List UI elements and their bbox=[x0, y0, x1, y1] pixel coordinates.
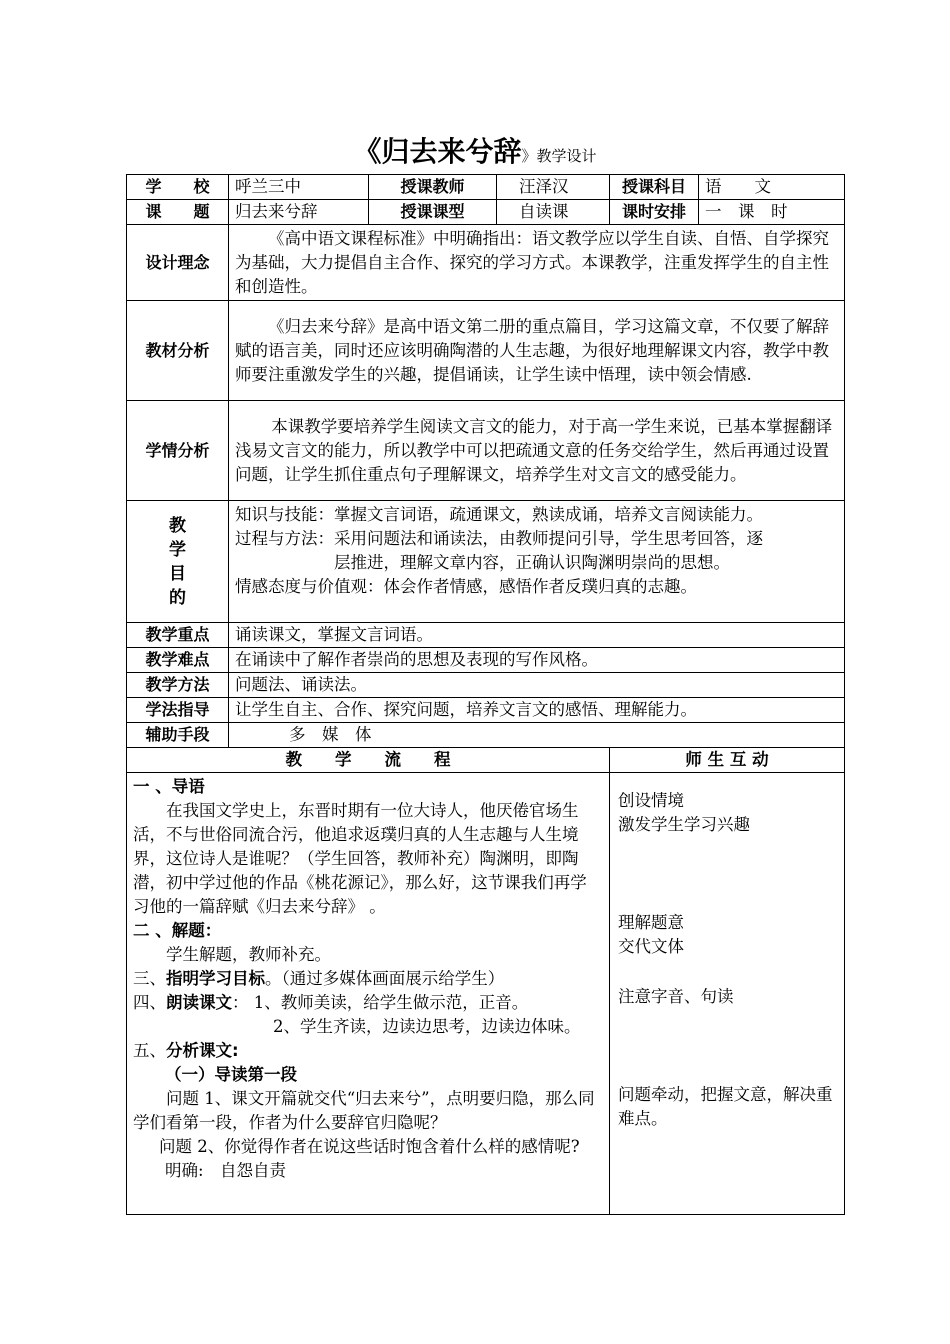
section-reading-prefix: 四、 bbox=[133, 993, 166, 1012]
difficulty-row bbox=[127, 648, 845, 673]
section-goals bbox=[133, 967, 603, 991]
method-row bbox=[127, 673, 845, 698]
note-stimulate-interest: 激发学生学习兴趣 bbox=[618, 815, 750, 834]
material-label: 教材分析 bbox=[127, 301, 229, 401]
section-topic-title: 二 、解题： bbox=[133, 921, 222, 940]
objective-knowledge: 知识与技能：掌握文言词语，疏通课文，熟读成诵，培养文言阅读能力。 bbox=[235, 505, 763, 524]
method-text: 问题法、诵读法。 bbox=[229, 673, 845, 698]
note-understand-title: 理解题意 bbox=[618, 913, 684, 932]
concept-label: 设计理念 bbox=[127, 225, 229, 301]
material-text: 《归去来兮辞》是高中语文第二册的重点篇目，学习这篇文章，不仅要了解辞赋的语言美，同时还应该明确陶潜的人生志趣，为很好地理解课文内容，教学中教师要注重激发学生的兴趣，提倡诵读，让学生读中悟理，读中领会情感. bbox=[229, 301, 845, 401]
type-label: 授课课型 bbox=[369, 200, 497, 225]
material-row bbox=[127, 301, 845, 401]
section-intro-title: 一 、导语 bbox=[133, 777, 205, 796]
flow-header-row bbox=[127, 748, 845, 773]
teacher-label: 授课教师 bbox=[369, 175, 497, 200]
section-reading-text1: ： 1、教师美读，给学生做示范，正音。 bbox=[232, 993, 529, 1012]
students-label: 学情分析 bbox=[127, 401, 229, 501]
section-goals-text: 。（通过多媒体画面展示给学生） bbox=[265, 969, 505, 988]
section-reading bbox=[133, 991, 603, 1015]
note-create-scene: 创设情境 bbox=[618, 791, 684, 810]
note-pronunciation: 注意字音、句读 bbox=[618, 987, 734, 1006]
lesson-plan-table bbox=[126, 174, 845, 1215]
title-main: 《归去来兮辞 bbox=[353, 135, 522, 168]
concept-row bbox=[127, 225, 845, 301]
difficulty-text: 在诵读中了解作者崇尚的思想及表现的写作风格。 bbox=[229, 648, 845, 673]
interaction-notes bbox=[610, 773, 845, 1215]
objectives-label-char: 的 bbox=[169, 587, 186, 608]
difficulty-label: 教学难点 bbox=[127, 648, 229, 673]
flow-header-left: 教 学 流 程 bbox=[127, 748, 610, 773]
key-row bbox=[127, 623, 845, 648]
objective-process-cont: 层推进，理解文章内容，正确认识陶渊明崇尚的思想。 bbox=[334, 553, 730, 572]
section-goals-title: 指明学习目标 bbox=[166, 969, 265, 988]
section-reading-title: 朗读课文 bbox=[166, 993, 232, 1012]
teacher-value: 汪泽汉 bbox=[497, 175, 610, 200]
flow-header-right: 师 生 互 动 bbox=[610, 748, 845, 773]
aid-label: 辅助手段 bbox=[127, 723, 229, 748]
type-value: 自读课 bbox=[497, 200, 610, 225]
guide-row bbox=[127, 698, 845, 723]
section-analysis bbox=[133, 1039, 603, 1063]
guide-text: 让学生自主、合作、探究问题，培养文言文的感悟、理解能力。 bbox=[229, 698, 845, 723]
key-text: 诵读课文，掌握文言词语。 bbox=[229, 623, 845, 648]
answer: 明确: 自怨自责 bbox=[165, 1161, 287, 1180]
question-2: 问题 2、你觉得作者在说这些话时饱含着什么样的感情呢? bbox=[159, 1137, 580, 1156]
method-label: 教学方法 bbox=[127, 673, 229, 698]
section-analysis-sub: （一）导读第一段 bbox=[165, 1065, 297, 1084]
objective-process: 过程与方法：采用问题法和诵读法，由教师提问引导，学生思考回答，逐 bbox=[235, 529, 763, 548]
info-row-2 bbox=[127, 200, 845, 225]
note-question-driven: 问题牵动，把握文意，解决重难点。 bbox=[618, 1085, 833, 1128]
section-intro-text: 在我国文学史上，东晋时期有一位大诗人，他厌倦官场生活，不与世俗同流合污，他追求返璞归真的人生志趣与人生境界，这位诗人是谁呢？（学生回答，教师补充）陶渊明，即陶潜，初中学过他的作品《桃花源记》，那么好，这节课我们再学习他的一篇辞赋《归去来兮辞》 。 bbox=[133, 801, 587, 916]
objective-emotion: 情感态度与价值观：体会作者情感，感悟作者反璞归真的志趣。 bbox=[235, 577, 697, 596]
guide-label: 学法指导 bbox=[127, 698, 229, 723]
aid-row bbox=[127, 723, 845, 748]
hours-label: 课时安排 bbox=[610, 200, 699, 225]
school-value: 呼兰三中 bbox=[229, 175, 369, 200]
students-row bbox=[127, 401, 845, 501]
objectives-label-char: 教 bbox=[169, 515, 186, 536]
objectives-row bbox=[127, 501, 845, 623]
section-analysis-prefix: 五、 bbox=[133, 1041, 166, 1060]
title-suffix: 》教学设计 bbox=[521, 147, 597, 165]
page-title bbox=[0, 130, 950, 170]
flow-body-row bbox=[127, 773, 845, 1215]
objectives-label-char: 目 bbox=[169, 563, 186, 584]
info-row-1 bbox=[127, 175, 845, 200]
subject-value: 语 文 bbox=[699, 175, 845, 200]
question-1: 问题 1、课文开篇就交代“归去来兮”，点明要归隐，那么同学们看第一段，作者为什么要辞官归隐呢？ bbox=[133, 1089, 595, 1132]
flow-content bbox=[127, 773, 610, 1215]
topic-value: 归去来兮辞 bbox=[229, 200, 369, 225]
key-label: 教学重点 bbox=[127, 623, 229, 648]
concept-text: 《高中语文课程标准》中明确指出：语文教学应以学生自读、自悟、自学探究为基础，大力提倡自主合作、探究的学习方式。本课教学，注重发挥学生的自主性和创造性。 bbox=[229, 225, 845, 301]
students-text: 本课教学要培养学生阅读文言文的能力，对于高一学生来说，已基本掌握翻译浅易文言文的能力，所以教学中可以把疏通文意的任务交给学生，然后再通过设置问题，让学生抓住重点句子理解课文，培养学生对文言文的感受能力。 bbox=[229, 401, 845, 501]
objectives-text bbox=[229, 501, 845, 623]
section-reading-text2: 2、学生齐读，边读边思考，边读边体味。 bbox=[273, 1017, 581, 1036]
subject-label: 授课科目 bbox=[610, 175, 699, 200]
section-goals-prefix: 三、 bbox=[133, 969, 166, 988]
topic-label: 课 题 bbox=[127, 200, 229, 225]
section-topic-text: 学生解题，教师补充。 bbox=[166, 945, 331, 964]
aid-text: 多 媒 体 bbox=[229, 723, 845, 748]
note-explain-genre: 交代文体 bbox=[618, 937, 684, 956]
hours-value: 一 课 时 bbox=[699, 200, 845, 225]
school-label: 学 校 bbox=[127, 175, 229, 200]
section-analysis-title: 分析课文: bbox=[166, 1041, 239, 1060]
objectives-label-char: 学 bbox=[169, 539, 186, 560]
objectives-label bbox=[127, 501, 229, 623]
